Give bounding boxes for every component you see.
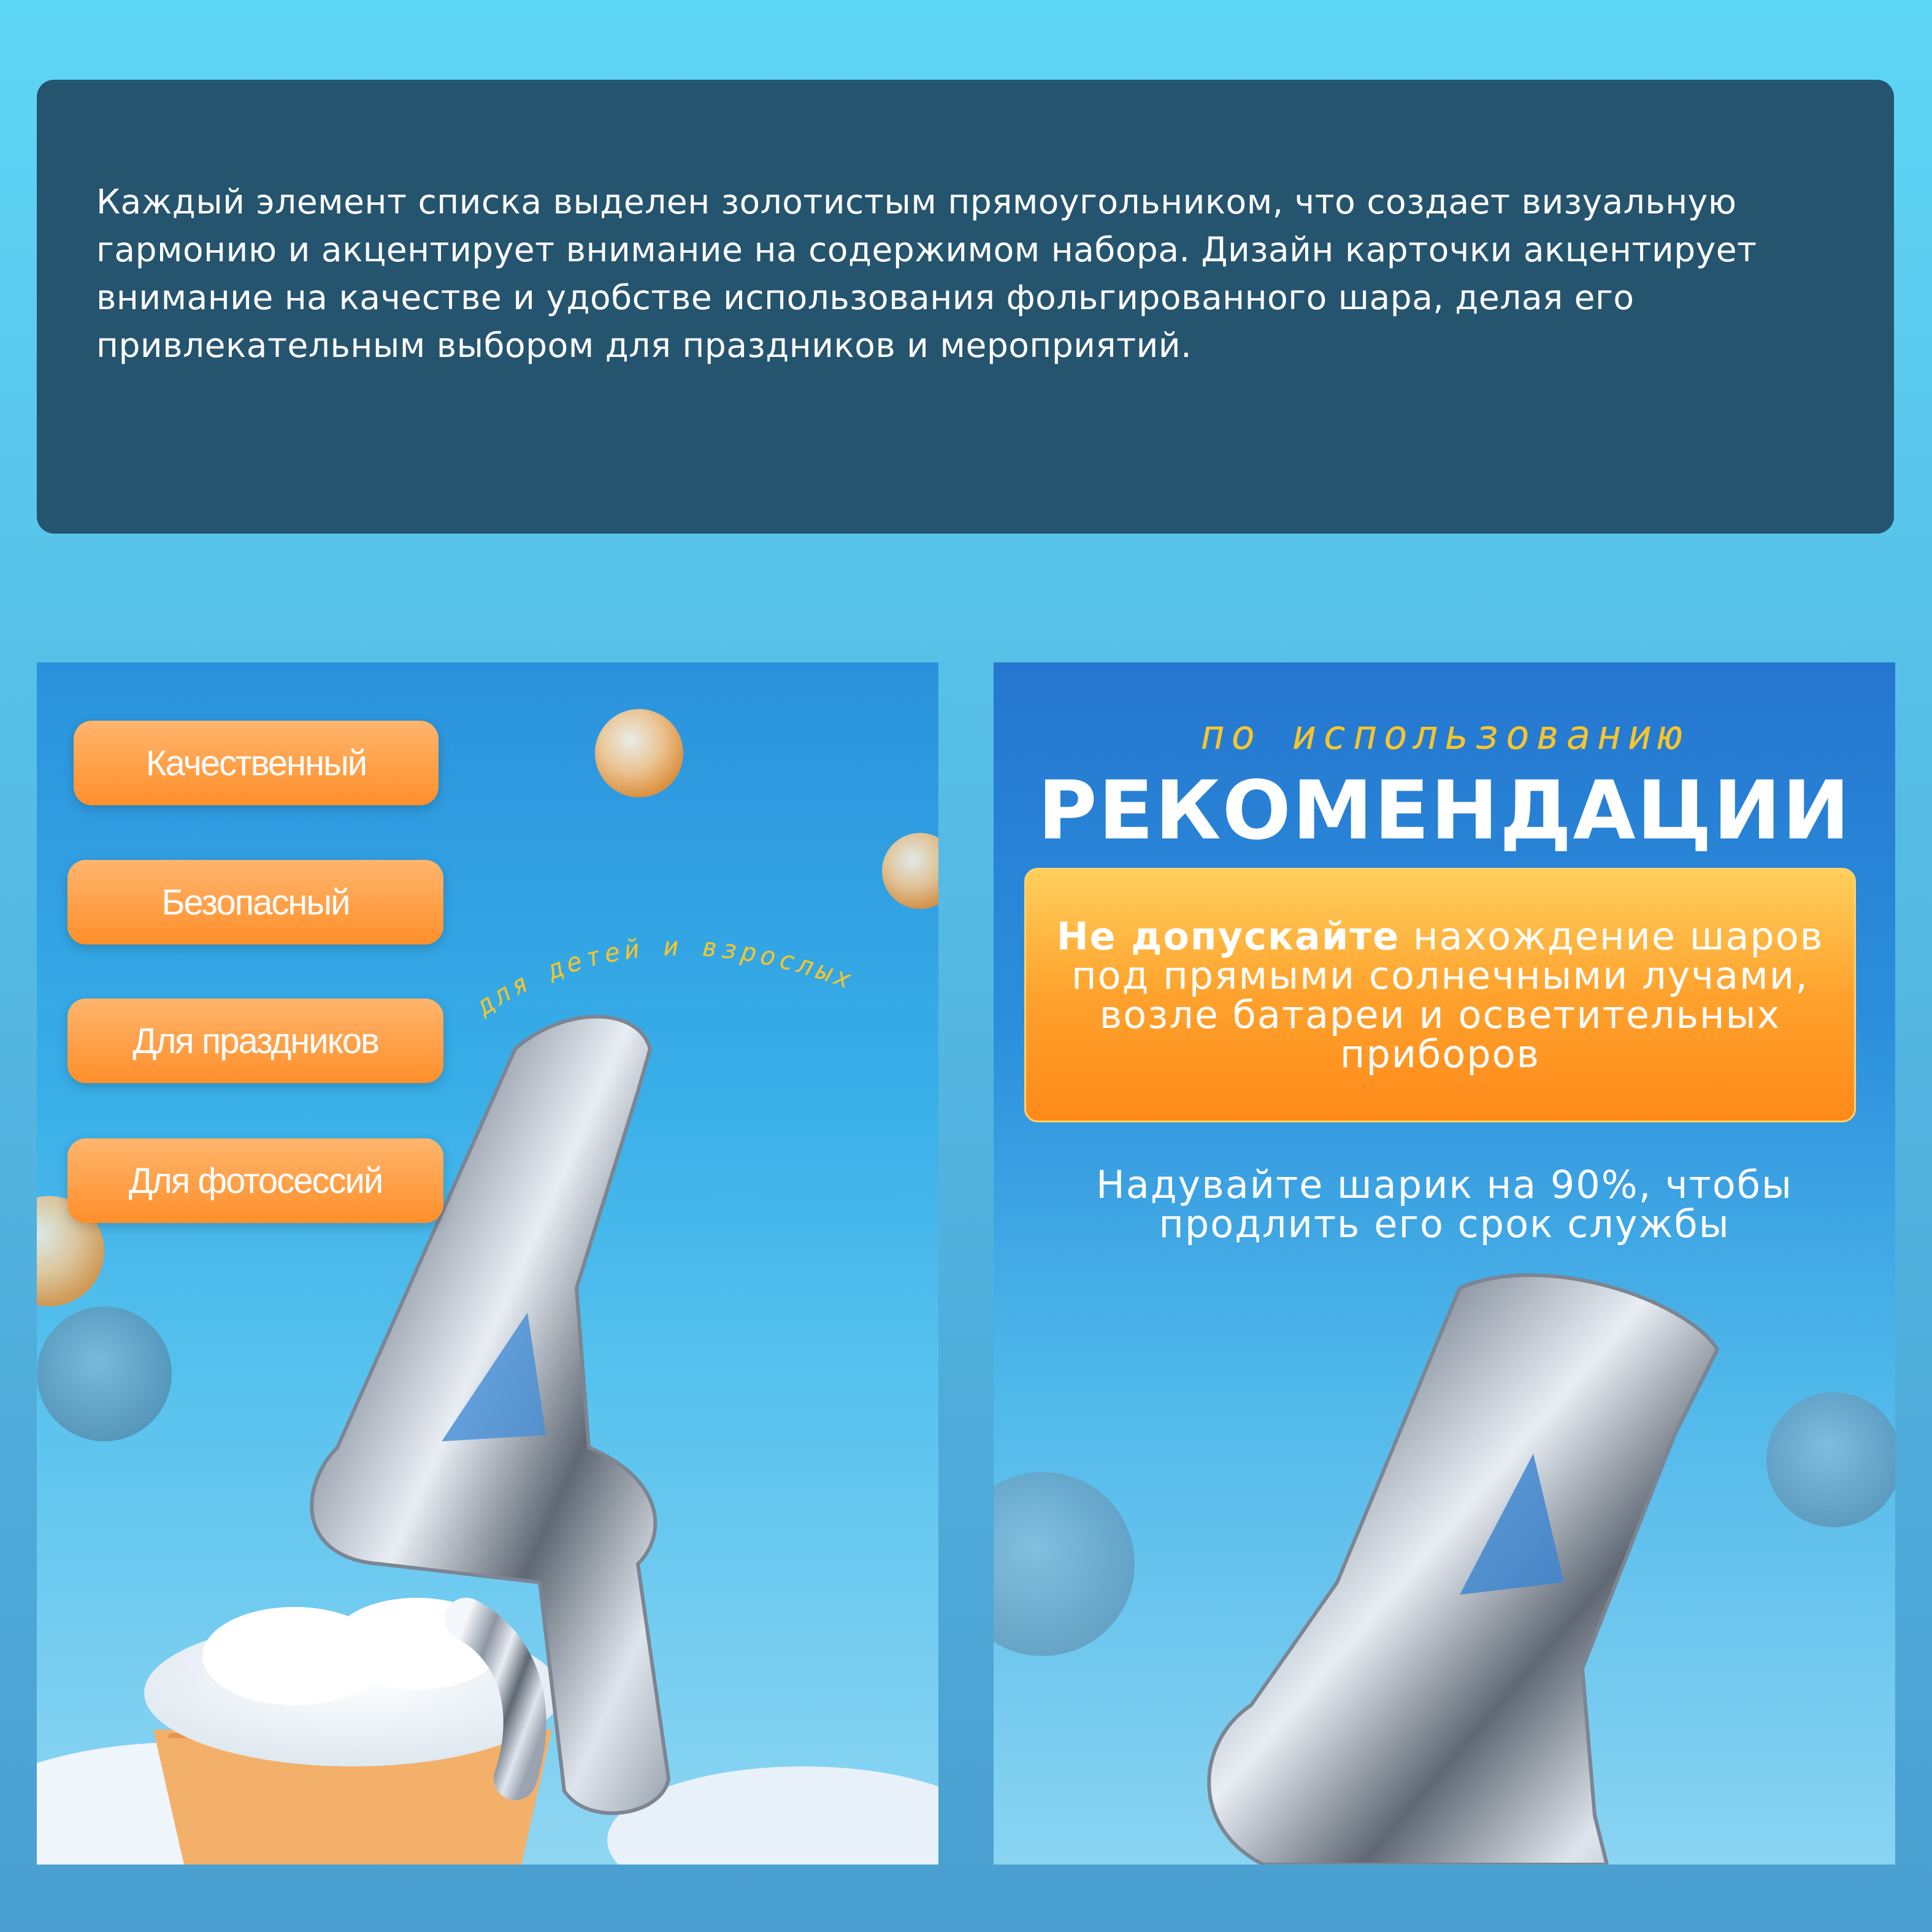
feature-pill-label: Безопасный xyxy=(161,882,350,922)
feature-pill-label: Для фотосессий xyxy=(128,1160,383,1201)
feature-pill-label: Для праздников xyxy=(132,1021,378,1061)
warning-bold: Не допускайте xyxy=(1056,913,1400,959)
description-card xyxy=(37,80,1894,534)
warning-rest: нахождение шаров под прямыми солнечными лучами, возле батареи и осветительных приборов xyxy=(1071,913,1824,1076)
recommendations-subtitle: по использованию xyxy=(1200,711,1689,759)
left-product-panel xyxy=(37,662,938,1865)
warning-box xyxy=(1024,868,1856,1122)
right-recommendations-panel xyxy=(994,662,1895,1865)
feature-pill-label: Качественный xyxy=(145,743,367,783)
svg-text:для детей и взрослых xyxy=(470,931,859,1021)
recommendations-title: РЕКОМЕНДАЦИИ xyxy=(1037,764,1852,858)
curved-caption-text: для детей и взрослых xyxy=(470,931,859,1022)
description-text: Каждый элемент списка выделен золотистым прямоугольником, что создает визуальную гармонию и акцентирует внимание на содержимом набора. Дизайн карточки акцентирует внимание на качестве и удобстве использования фольгированного шара, делая его привлекательным выбором для праздников и мероприятий. xyxy=(96,182,1757,365)
curved-caption xyxy=(37,662,938,1865)
warning-text xyxy=(1051,913,1830,1076)
inflation-tip: Надувайте шарик на 90%, чтобы продлить его срок службы xyxy=(1096,1162,1793,1246)
